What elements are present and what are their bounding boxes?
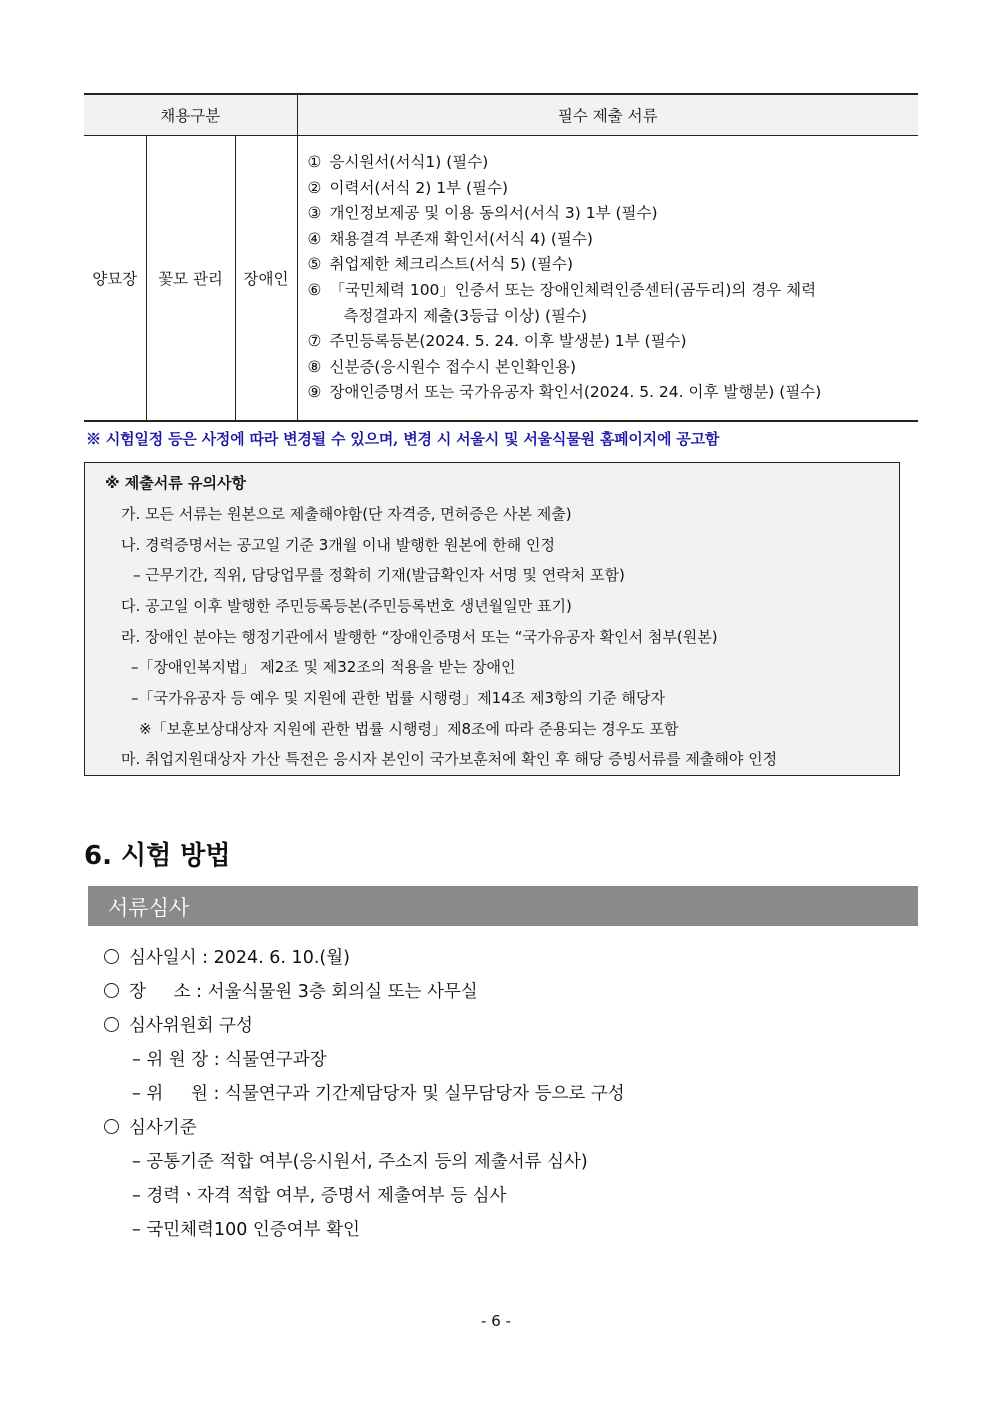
caution-line: 가. 모든 서류는 원본으로 제출해야함(단 자격증, 면허증은 사본 제출) bbox=[121, 505, 572, 523]
circle-bullet-icon bbox=[104, 1017, 119, 1032]
section-title: 6. 시험 방법 bbox=[84, 841, 231, 871]
doc-item: ⑧ 신분증(응시원수 접수시 본인확인용) bbox=[307, 357, 577, 376]
doc-item: ⑦ 주민등록등본(2024. 5. 24. 이후 발생분) 1부 (필수) bbox=[307, 332, 687, 351]
doc-item: ⑤ 취업제한 체크리스트(서식 5) (필수) bbox=[307, 255, 573, 274]
review-subitem: – 위 원 : 식물연구과 기간제담당자 및 실무담당자 등으로 구성 bbox=[132, 1084, 625, 1104]
caution-line: –「장애인복지법」 제2조 및 제32조의 적용을 받는 장애인 bbox=[131, 658, 516, 676]
circle-bullet-icon bbox=[104, 949, 119, 964]
caution-box bbox=[84, 462, 900, 776]
caution-line: 나. 경력증명서는 공고일 기준 3개월 이내 발행한 원본에 한해 인정 bbox=[121, 536, 555, 554]
caution-line: ※「보훈보상대상자 지원에 관한 법률 시행령」제8조에 따라 준용되는 경우도 포함 bbox=[139, 720, 679, 738]
doc-item: ① 응시원서(서식1) (필수) bbox=[307, 153, 489, 171]
review-item: 심사위원회 구성 bbox=[104, 1012, 253, 1037]
table-row bbox=[84, 136, 918, 421]
review-subitem: – 공통기준 적합 여부(응시원서, 주소지 등의 제출서류 심사) bbox=[132, 1152, 588, 1172]
cell-documents bbox=[297, 136, 918, 421]
subsection-heading: 서류심사 bbox=[88, 886, 918, 926]
caution-line: – 근무기간, 직위, 담당업무를 정확히 기재(발급확인자 서명 및 연락처 포함) bbox=[133, 566, 625, 584]
review-item: 장 소 : 서울식물원 3층 회의실 또는 사무실 bbox=[104, 978, 478, 1003]
cell-workplace: 양묘장 bbox=[84, 136, 146, 421]
review-item: 심사기준 bbox=[104, 1114, 197, 1139]
table-header-row bbox=[84, 94, 918, 136]
caution-title: ※ 제출서류 유의사항 bbox=[105, 474, 246, 492]
review-subitem: – 경력ㆍ자격 적합 여부, 증명서 제출여부 등 심사 bbox=[132, 1186, 507, 1206]
page-number: - 6 - bbox=[481, 1312, 511, 1330]
header-documents: 필수 제출 서류 bbox=[297, 94, 918, 136]
header-category: 채용구분 bbox=[84, 94, 297, 136]
circle-bullet-icon bbox=[104, 983, 119, 998]
doc-item: ⑥ 「국민체력 100」인증서 또는 장애인체력인증센터(곰두리)의 경우 체력 bbox=[307, 280, 817, 299]
caution-line: –「국가유공자 등 예우 및 지원에 관한 법률 시행령」제14조 제3항의 기준 해당자 bbox=[131, 689, 666, 707]
doc-item-continuation: 측정결과지 제출(3등급 이상) (필수) bbox=[343, 306, 587, 325]
cell-job: 꽃모 관리 bbox=[146, 136, 235, 421]
caution-line: 라. 장애인 분야는 행정기관에서 발행한 “장애인증명서 또는 “국가유공자 확인서 첨부(원본) bbox=[121, 628, 718, 646]
doc-item: ④ 채용결격 부존재 확인서(서식 4) (필수) bbox=[307, 229, 593, 248]
review-item: 심사일시 : 2024. 6. 10.(월) bbox=[104, 944, 350, 969]
schedule-change-notice: ※ 시험일정 등은 사정에 따라 변경될 수 있으며, 변경 시 서울시 및 서울식물원 홈페이지에 공고함 bbox=[86, 430, 720, 448]
doc-item: ③ 개인정보제공 및 이용 동의서(서식 3) 1부 (필수) bbox=[307, 204, 658, 223]
caution-line: 마. 취업지원대상자 가산 특전은 응시자 본인이 국가보훈처에 확인 후 해당 증빙서류를 제출해야 인정 bbox=[121, 750, 778, 768]
circle-bullet-icon bbox=[104, 1119, 119, 1134]
cell-type: 장애인 bbox=[235, 136, 297, 421]
caution-line: 다. 공고일 이후 발행한 주민등록등본(주민등록번호 생년월일만 표기) bbox=[121, 597, 572, 615]
required-documents-table bbox=[84, 93, 918, 422]
review-subitem: – 위 원 장 : 식물연구과장 bbox=[132, 1050, 327, 1070]
doc-item: ⑨ 장애인증명서 또는 국가유공자 확인서(2024. 5. 24. 이후 발행분) (필수) bbox=[307, 383, 822, 402]
doc-item: ② 이력서(서식 2) 1부 (필수) bbox=[307, 178, 508, 197]
review-subitem: – 국민체력100 인증여부 확인 bbox=[132, 1220, 360, 1240]
